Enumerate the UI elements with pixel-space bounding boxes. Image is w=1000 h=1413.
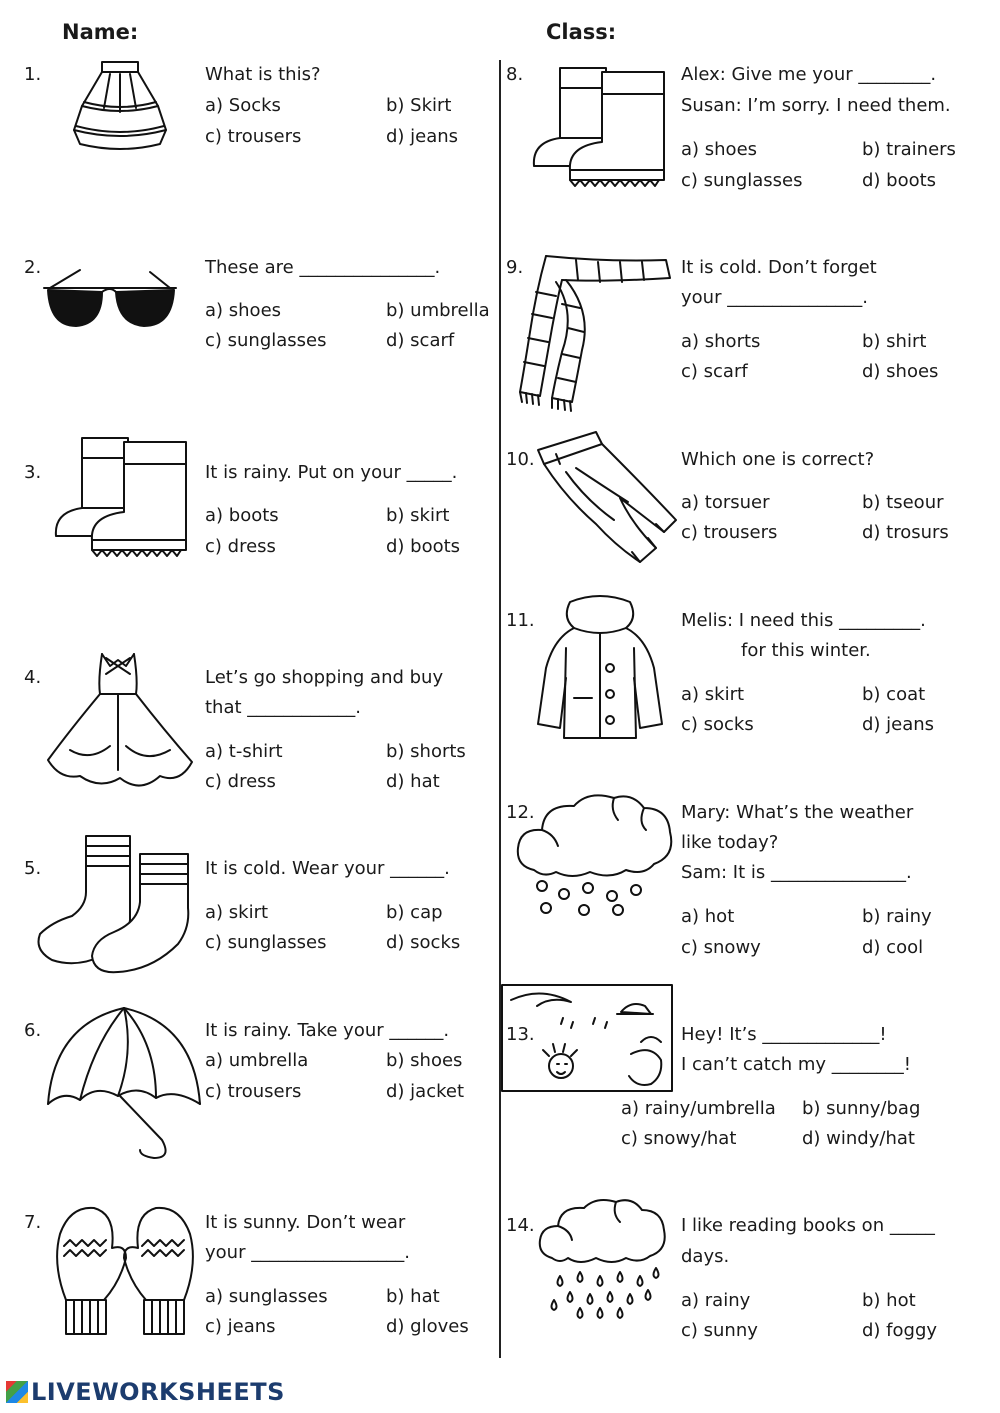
- coat-icon: [530, 588, 670, 744]
- column-divider: [499, 60, 501, 1358]
- option-a[interactable]: a) shoes: [205, 300, 282, 321]
- question-text: It is cold. Don’t forget: [681, 257, 877, 278]
- option-b[interactable]: b) shorts: [386, 741, 466, 762]
- mittens-icon: [50, 1204, 200, 1338]
- question-number: 10.: [506, 449, 535, 470]
- question-number: 9.: [506, 257, 524, 278]
- option-c[interactable]: c) jeans: [205, 1316, 276, 1337]
- umbrella-icon: [44, 1004, 204, 1166]
- option-c[interactable]: c) trousers: [205, 1081, 302, 1102]
- question-number: 4.: [24, 667, 42, 688]
- option-b[interactable]: b) cap: [386, 902, 443, 923]
- option-d[interactable]: d) boots: [386, 536, 461, 557]
- option-b[interactable]: b) shoes: [386, 1050, 463, 1071]
- option-c[interactable]: c) sunglasses: [205, 932, 327, 953]
- option-d[interactable]: d) cool: [862, 937, 924, 958]
- option-d[interactable]: d) trosurs: [862, 522, 949, 543]
- question-number: 12.: [506, 802, 535, 823]
- option-a[interactable]: a) shoes: [681, 139, 758, 160]
- option-b[interactable]: b) rainy: [862, 906, 932, 927]
- option-d[interactable]: d) jeans: [862, 714, 935, 735]
- option-c[interactable]: c) sunglasses: [205, 330, 327, 351]
- option-a[interactable]: a) torsuer: [681, 492, 770, 513]
- option-c[interactable]: c) trousers: [205, 126, 302, 147]
- option-a[interactable]: a) skirt: [205, 902, 269, 923]
- skirt-icon: [70, 58, 170, 153]
- question-number: 3.: [24, 462, 42, 483]
- dress-icon: [40, 650, 196, 800]
- option-a[interactable]: a) Socks: [205, 95, 281, 116]
- option-a[interactable]: a) umbrella: [205, 1050, 309, 1071]
- option-a[interactable]: a) rainy: [681, 1290, 751, 1311]
- question-text: for this winter.: [741, 640, 871, 661]
- snow-cloud-icon: [514, 790, 678, 920]
- option-c[interactable]: c) snowy/hat: [621, 1128, 737, 1149]
- trousers-icon: [536, 428, 680, 568]
- question-number: 6.: [24, 1020, 42, 1041]
- question-text: Susan: I’m sorry. I need them.: [681, 95, 951, 116]
- option-c[interactable]: c) scarf: [681, 361, 748, 382]
- rain-cloud-icon: [536, 1196, 670, 1324]
- question-text: Alex: Give me your ________.: [681, 64, 937, 85]
- question-text: that ____________.: [205, 697, 361, 718]
- question-text: Hey! It’s _____________!: [681, 1024, 887, 1045]
- name-label: Name:: [62, 20, 139, 44]
- option-d[interactable]: d) boots: [862, 170, 937, 191]
- option-d[interactable]: d) socks: [386, 932, 461, 953]
- question-number: 5.: [24, 858, 42, 879]
- question-text: What is this?: [205, 64, 321, 85]
- question-text: These are _______________.: [205, 257, 441, 278]
- option-a[interactable]: a) rainy/umbrella: [621, 1098, 776, 1119]
- option-d[interactable]: d) jeans: [386, 126, 459, 147]
- question-text: It is cold. Wear your ______.: [205, 858, 450, 879]
- question-number: 13.: [506, 1024, 535, 1045]
- question-text: Which one is correct?: [681, 449, 875, 470]
- option-c[interactable]: c) socks: [681, 714, 754, 735]
- option-a[interactable]: a) sunglasses: [205, 1286, 328, 1307]
- option-c[interactable]: c) trousers: [681, 522, 778, 543]
- option-d[interactable]: d) scarf: [386, 330, 455, 351]
- option-c[interactable]: c) sunny: [681, 1320, 758, 1341]
- option-a[interactable]: a) shorts: [681, 331, 761, 352]
- option-d[interactable]: d) jacket: [386, 1081, 465, 1102]
- boots-icon: [52, 436, 192, 566]
- option-c[interactable]: c) sunglasses: [681, 170, 803, 191]
- option-b[interactable]: b) hot: [862, 1290, 916, 1311]
- option-d[interactable]: d) hat: [386, 771, 440, 792]
- option-a[interactable]: a) skirt: [681, 684, 745, 705]
- socks-icon: [32, 832, 192, 982]
- question-text: Let’s go shopping and buy: [205, 667, 444, 688]
- question-text: Mary: What’s the weather: [681, 802, 914, 823]
- question-text: Sam: It is _______________.: [681, 862, 912, 883]
- option-d[interactable]: d) shoes: [862, 361, 939, 382]
- question-text: It is rainy. Put on your _____.: [205, 462, 458, 483]
- question-text: It is rainy. Take your ______.: [205, 1020, 450, 1041]
- question-text: Melis: I need this _________.: [681, 610, 926, 631]
- question-number: 14.: [506, 1215, 535, 1236]
- sunglasses-icon: [40, 268, 180, 338]
- option-b[interactable]: b) Skirt: [386, 95, 452, 116]
- option-b[interactable]: b) shirt: [862, 331, 927, 352]
- logo-text: LIVEWORKSHEETS: [31, 1378, 285, 1406]
- question-number: 8.: [506, 64, 524, 85]
- option-d[interactable]: d) gloves: [386, 1316, 469, 1337]
- option-a[interactable]: a) t-shirt: [205, 741, 283, 762]
- scarf-icon: [516, 252, 674, 412]
- question-number: 7.: [24, 1212, 42, 1233]
- option-b[interactable]: b) tseour: [862, 492, 944, 513]
- question-text: days.: [681, 1246, 730, 1267]
- question-text: I like reading books on _____: [681, 1215, 935, 1236]
- boots-icon: [530, 66, 670, 196]
- question-number: 1.: [24, 64, 42, 85]
- option-b[interactable]: b) hat: [386, 1286, 440, 1307]
- option-a[interactable]: a) hot: [681, 906, 735, 927]
- option-c[interactable]: c) dress: [205, 536, 276, 557]
- question-text: your _________________.: [205, 1242, 410, 1263]
- option-b[interactable]: b) trainers: [862, 139, 956, 160]
- option-a[interactable]: a) boots: [205, 505, 279, 526]
- option-d[interactable]: d) foggy: [862, 1320, 938, 1341]
- question-text: It is sunny. Don’t wear: [205, 1212, 406, 1233]
- option-c[interactable]: c) dress: [205, 771, 276, 792]
- option-b[interactable]: b) umbrella: [386, 300, 490, 321]
- question-number: 2.: [24, 257, 42, 278]
- option-b[interactable]: b) skirt: [386, 505, 450, 526]
- question-number: 11.: [506, 610, 535, 631]
- liveworksheets-logo[interactable]: [6, 1378, 285, 1406]
- option-d[interactable]: d) windy/hat: [802, 1128, 915, 1149]
- option-b[interactable]: b) coat: [862, 684, 926, 705]
- logo-mark-icon: [6, 1381, 28, 1403]
- option-b[interactable]: b) sunny/bag: [802, 1098, 921, 1119]
- question-text: like today?: [681, 832, 779, 853]
- class-label: Class:: [546, 20, 617, 44]
- question-text: your _______________.: [681, 287, 868, 308]
- question-text: I can’t catch my ________!: [681, 1054, 912, 1075]
- option-c[interactable]: c) snowy: [681, 937, 761, 958]
